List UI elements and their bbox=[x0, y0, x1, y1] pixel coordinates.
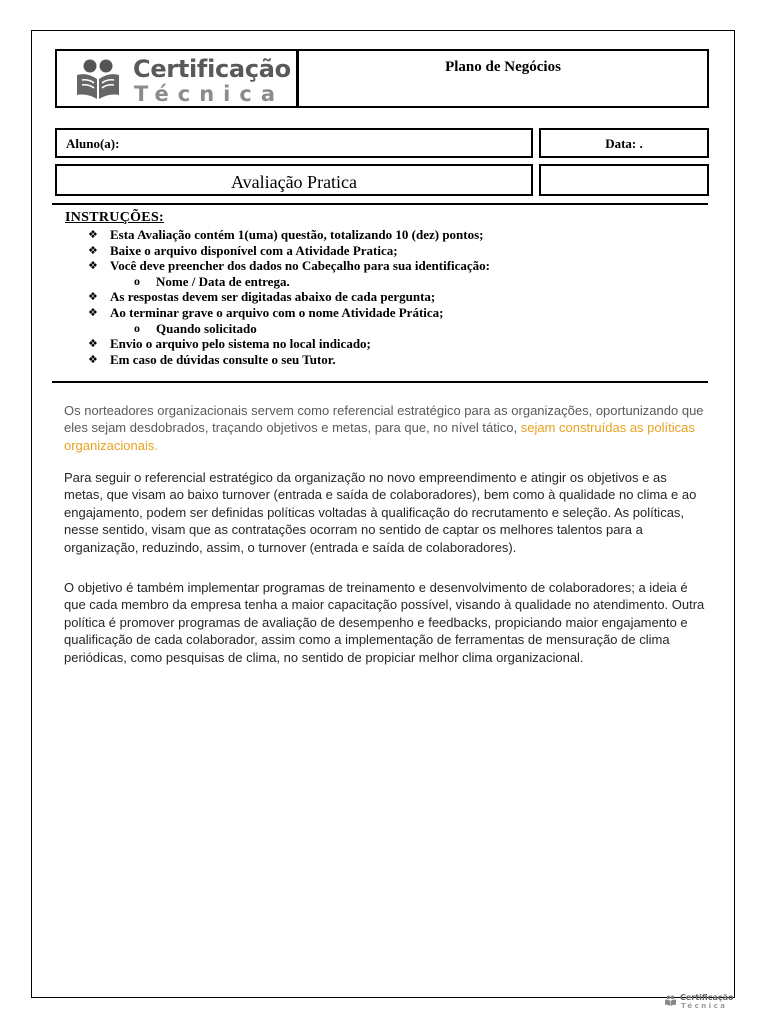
date-label: Data: . bbox=[605, 136, 643, 151]
assessment-title-box bbox=[55, 164, 533, 196]
highlighted-text: sejam construídas as políticas organizacionais. bbox=[64, 420, 695, 453]
divider-top bbox=[52, 203, 708, 205]
instruction-subitem: o Quando solicitado bbox=[134, 320, 257, 336]
diamond-bullet-icon: ❖ bbox=[88, 352, 98, 366]
circle-bullet-icon: o bbox=[134, 273, 140, 288]
instruction-item: ❖ Esta Avaliação contém 1(uma) questão, totalizando 10 (dez) pontos; bbox=[88, 227, 484, 242]
logo-box bbox=[55, 49, 298, 108]
circle-bullet-icon: o bbox=[134, 320, 140, 335]
document-title-box bbox=[297, 49, 709, 108]
book-people-icon bbox=[73, 57, 123, 103]
diamond-bullet-icon: ❖ bbox=[88, 290, 98, 304]
footer-logo bbox=[664, 993, 734, 1015]
instruction-item: ❖ As respostas devem ser digitadas abaixo de cada pergunta; bbox=[88, 289, 436, 305]
student-field[interactable] bbox=[55, 128, 533, 158]
footer-logo-line1: Certificação bbox=[680, 993, 734, 1002]
instruction-item: ❖ Você deve preencher dos dados no Cabeçalho para sua identificação: bbox=[88, 258, 491, 274]
diamond-bullet-icon: ❖ bbox=[88, 305, 98, 319]
diamond-bullet-icon: ❖ bbox=[88, 337, 98, 351]
divider-bottom bbox=[52, 381, 708, 383]
diamond-bullet-icon: ❖ bbox=[88, 259, 98, 273]
instruction-subitem: o Nome / Data de entrega. bbox=[134, 273, 290, 289]
document-title: Plano de Negócios bbox=[445, 59, 561, 75]
instructions-list bbox=[88, 227, 490, 367]
diamond-bullet-icon: ❖ bbox=[88, 243, 98, 257]
book-people-icon bbox=[664, 994, 677, 1008]
student-label: Aluno(a): bbox=[66, 136, 120, 151]
diamond-bullet-icon: ❖ bbox=[88, 228, 98, 241]
footer-logo-line2: Técnica bbox=[681, 1002, 728, 1010]
grade-box[interactable] bbox=[539, 164, 709, 196]
instruction-item: ❖ Envio o arquivo pelo sistema no local indicado; bbox=[88, 336, 371, 352]
instruction-item: ❖ Ao terminar grave o arquivo com o nome Atividade Prática; bbox=[88, 304, 444, 320]
instruction-item: ❖ Em caso de dúvidas consulte o seu Tutor. bbox=[88, 351, 336, 367]
paragraph-training: O objetivo é também implementar programas de treinamento e desenvolvimento de colaboradores; a ideia é que cada membro da empresa tenha a maior capacitação possível, visando à qualidade no atendimento. Outra política é promover programas de avaliação de desempenho e feedbacks, propiciando maior engajamento e qualificação de cada colaborador, assim como a implementação de ferramentas de mensuração de clima periódicas, como pesquisas de clima, no sentido de propiciar melhor clima organizacional. bbox=[64, 580, 705, 665]
instruction-item: ❖ Baixe o arquivo disponível com a Atividade Pratica; bbox=[88, 242, 398, 258]
paragraph-intro: Os norteadores organizacionais servem como referencial estratégico para as organizações, oportunizando que eles sejam desdobrados, traçando objetivos e metas, para que, no nível tático, sejam construídas as políticas organizacionais. bbox=[64, 403, 704, 453]
date-field[interactable] bbox=[539, 128, 709, 158]
instructions-title: INSTRUÇÕES: bbox=[65, 210, 164, 225]
logo-text-line2: Técnica bbox=[134, 82, 284, 106]
assessment-title: Avaliação Pratica bbox=[230, 172, 358, 192]
logo-text-line1: Certificação bbox=[133, 55, 291, 83]
paragraph-recruitment: Para seguir o referencial estratégico da organização no novo empreendimento e atingir os objetivos e as metas, que visam ao baixo turnover (entrada e saída de colaboradores), bem como à qualidade no clima e ao engajamento, podem ser definidas políticas voltadas à qualificação do recrutamento e seleção. As políticas, nesse sentido, visam que as contratações ocorram no sentido de captar os melhores talentos para a organização, reduzindo, assim, o turnover (entrada e saída de colaboradores). bbox=[64, 470, 697, 555]
